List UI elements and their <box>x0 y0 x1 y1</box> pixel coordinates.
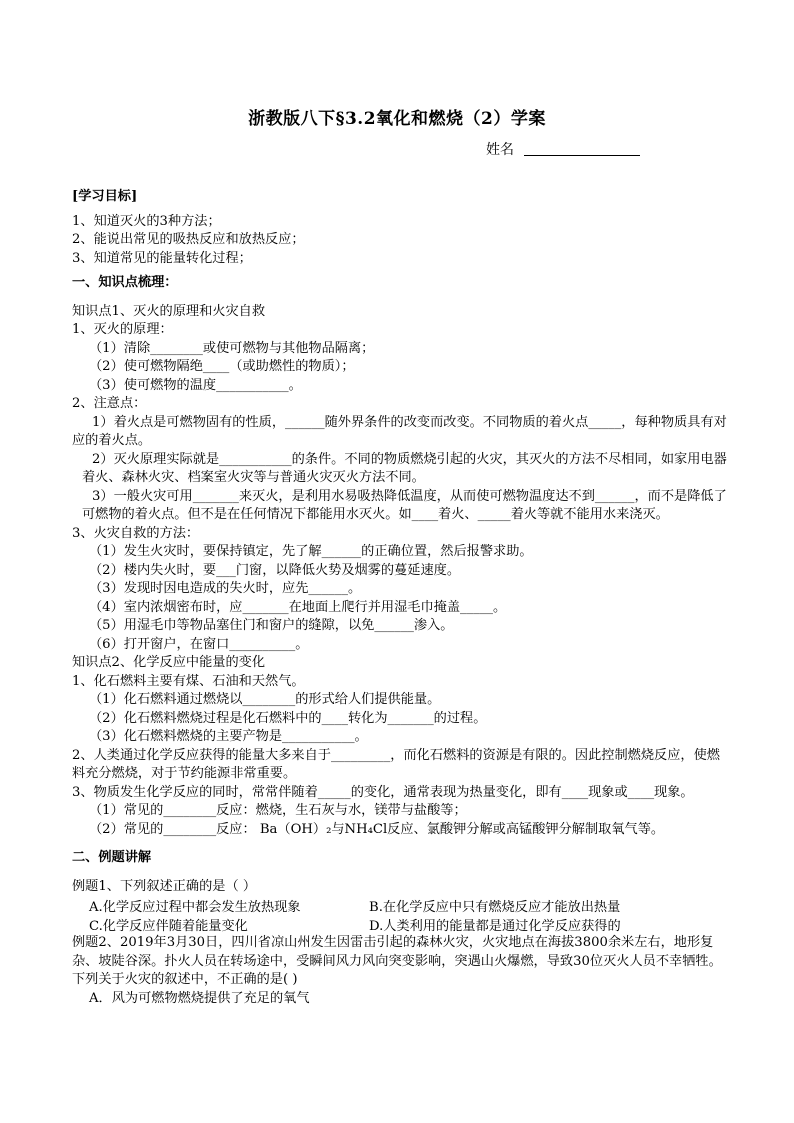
p1-title: 1、灭火的原理： <box>72 322 173 337</box>
option-d: D.人类利用的能量都是通过化学反应获得的 <box>369 919 621 934</box>
q2-paragraph: 2、人类通过化学反应获得的能量大多来自于_________，而化石燃料的资源是有限的。因此控制燃烧反应，使燃料充分燃烧，对于节约能源非常重要。 <box>72 747 720 781</box>
name-blank <box>524 141 640 156</box>
example1-stem: 例题1、下列叙述正确的是（ ） <box>72 878 257 894</box>
p2-paragraph-1: 1）着火点是可燃物固有的性质，______随外界条件的改变而改变。不同物质的着火点_____，每种物质具有对应的着火点。 <box>72 414 727 448</box>
q3-line: 3、物质发生化学反应的同时，常常伴随着_____的变化，通常表现为热量变化，即有____现象或____现象。 <box>72 784 694 800</box>
content <box>72 188 728 1008</box>
p3-item: （3）发现时因电造成的失火时，应先______。 <box>89 581 362 596</box>
option-b: B.在化学反应中只有燃烧反应才能放出热量 <box>369 900 621 915</box>
p2-paragraph-3: 3）一般火灾可用_______来灭火，是利用水易吸热降低温度，从而使可燃物温度达不到______，而不是降低了可燃物的着火点。但不是在任何情况下都能用水灭火。如____着火、_____着火等就不能用水来浇灭。 <box>82 488 727 522</box>
section1-heading: 一、知识点梳理： <box>72 275 178 290</box>
example1-options-row <box>72 896 728 915</box>
goal-item: 1、知道灭火的3种方法； <box>72 213 221 229</box>
name-label: 姓名 <box>486 142 514 158</box>
p1-item: （1）清除________或使可燃物与其他物品隔离； <box>89 340 375 356</box>
p1-item: （2）使可燃物隔绝____（或助燃性的物质）； <box>89 359 355 374</box>
q1-item: （2）化石燃料燃烧过程是化石燃料中的____转化为_______的过程。 <box>89 710 487 726</box>
p3-item: （2）楼内失火时，要___门窗，以降低火势及烟雾的蔓延速度。 <box>89 562 461 578</box>
example1-options-row <box>72 915 728 934</box>
p3-item: （6）打开窗户，在窗口__________。 <box>89 636 309 652</box>
goal-item: 3、知道常见的能量转化过程； <box>72 250 252 266</box>
goal-item: 2、能说出常见的吸热反应和放热反应； <box>72 232 305 247</box>
q1-title: 1、化石燃料主要有煤、石油和天然气。 <box>72 673 305 689</box>
kp1-title: 知识点1、灭火的原理和火灾自救 <box>72 303 266 319</box>
section2-heading: 二、例题讲解 <box>72 850 152 865</box>
p3-title: 3、火灾自救的方法： <box>72 525 200 541</box>
example2-option-a: A．风为可燃物燃烧提供了充足的氧气 <box>89 990 310 1006</box>
q3-item: （1）常见的________反应：燃烧，生石灰与水，镁带与盐酸等； <box>89 803 467 818</box>
page-title: 浙教版八下§3.2氧化和燃烧（2）学案 <box>248 109 546 129</box>
p2-paragraph-2: 2）灭火原理实际就是___________的条件。不同的物质燃烧引起的火灾，其灭火的方法不尽相同，如家用电器着火、森林火灾、档案室火灾等与普通火灾灭火方法不同。 <box>82 451 727 485</box>
p1-item: （3）使可燃物的温度___________。 <box>89 377 302 393</box>
option-a: A.化学反应过程中都会发生放热现象 <box>89 900 301 915</box>
p3-item: （4）室内浓烟密布时，应_______在地面上爬行并用湿毛巾掩盖_____。 <box>89 599 507 615</box>
q1-item: （3）化石燃料燃烧的主要产物是___________。 <box>89 729 368 744</box>
kp2-title: 知识点2、化学反应中能量的变化 <box>72 655 266 670</box>
q1-item: （1）化石燃料通过燃烧以________的形式给人们提供能量。 <box>89 692 441 707</box>
option-c: C.化学反应伴随着能量变化 <box>89 919 248 934</box>
name-field <box>486 139 640 159</box>
q3-item: （2）常见的________反应： Ba（OH）₂与NH₄Cl反应、氯酸钾分解或高锰酸钾分解制取氧气等。 <box>89 821 665 837</box>
p3-item: （5）用湿毛巾等物品塞住门和窗户的缝隙，以免______渗入。 <box>89 618 454 633</box>
goals-heading: [学习目标] <box>72 189 138 204</box>
example2-stem: 例题2、2019年3月30日，四川省凉山州发生因雷击引起的森林火灾，火灾地点在海拔3800余米左右，地形复杂、坡陡谷深。扑火人员在转场途中，受瞬间风力风向突变影响，突遇山火爆燃，导致30位灭火人员不幸牺牲。下列关于火灾的叙述中，不正确的是( ) <box>72 935 722 987</box>
p2-title: 2、注意点： <box>72 396 147 411</box>
p3-item: （1）发生火灾时，要保持镇定，先了解______的正确位置，然后报警求助。 <box>89 544 533 559</box>
